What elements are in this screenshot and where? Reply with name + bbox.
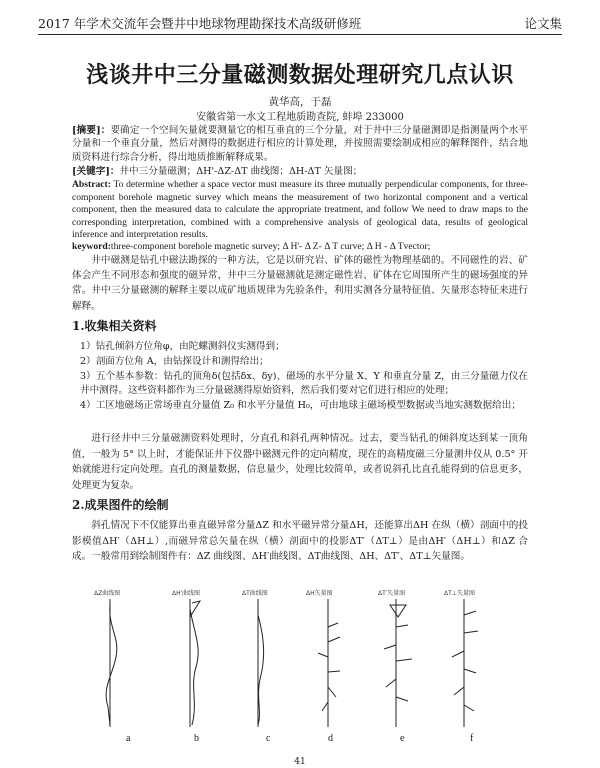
keywords-cn-text: 井中三分量磁测；ΔH'-ΔZ-ΔT 曲线图；ΔH-ΔT 矢量图； (119, 166, 363, 177)
panel-label-c: c (266, 733, 271, 744)
panel-label-a: a (126, 733, 131, 744)
dh-reference-triangle (190, 601, 200, 617)
abstract-en-label: Abstract: (72, 179, 111, 190)
paper-title: 浅谈井中三分量磁测数据处理研究几点认识 (86, 62, 514, 88)
abstract-cn (72, 124, 528, 164)
list-item: 3）五个基本参数：钻孔的顶角δ(包括δx、δy)、磁场的水平分量 X、Y 和垂直分量 Z，由三分量磁力仪在井中测得。这些资料都作为三分量磁测得原始资料，然后我们要对它们进行相应的处理； (80, 370, 528, 397)
list-item: 1）钻孔倾斜方位角φ，由陀螺测斜仪实测得到； (80, 341, 285, 352)
abstract-en (72, 179, 528, 242)
panel-title-e: ΔT′矢量图 (378, 590, 406, 597)
figure-drawing (72, 587, 528, 737)
abstract-en-text: To determine whether a space vector must measure its three mutually perpendicular components, for three-component borehole magnetic survey which means the measurement of two horizontal component and a vertical component, then the measured data to calculate the appropriate treatment, and follow We need to draw maps to the corresponding interpretation, combined with a comprehensive analysis of geological data, results of geological inference and interpretation results. (72, 179, 528, 241)
panel-title-d: ΔH矢量图 (306, 590, 333, 597)
panel-title-c: ΔT曲线图 (242, 590, 268, 597)
intro-paragraph: 井中磁测是钻孔中磁法勘探的一种方法，它是以研究岩、矿体的磁性为物理基础的。不同磁性的岩、矿体会产生不同形态和强度的磁异常，井中三分量磁测就是测定磁性岩、矿体在它周围所产生的磁场强度的异常。井中三分量磁测的解释主要以成矿地质规律为先验条件，利用实测各分量特征值、矢量形态特征来进行解释。 (72, 255, 528, 312)
dh-curve (190, 609, 198, 725)
running-header (38, 12, 562, 35)
proceedings-tag: 论文集 (524, 16, 562, 31)
abstract-cn-label: [摘要]： (72, 125, 111, 136)
affiliation: 安徽省第一水文工程地质勘查院, 蚌埠 233000 (196, 112, 404, 123)
panel-title-a: ΔZ曲线图 (94, 590, 121, 597)
dt-curve (258, 615, 264, 725)
abstract-cn-text: 要确定一个空间矢量就要测量它的相互垂直的三个分量，对于井中三分量磁测即是指测量两个水平分量和一个垂直分量，然后对测得的数据进行相应的计算处理，并按照需要绘制成相应的解释图件，结合地质资料进行综合分析，得出地质推断解释成果。 (72, 125, 528, 163)
conference-name: 2017 年学术交流年会暨井中地球物理勘探技术高级研修班 (38, 16, 362, 31)
figure-curves-vectors (72, 587, 528, 747)
panel-label-d: d (328, 733, 333, 744)
panel-label-f: f (470, 733, 474, 744)
keywords-cn-label: [关键字]： (72, 166, 120, 177)
list-item: 2）剖面方位角 A，由钻探设计和测得给出； (80, 355, 269, 367)
authors: 黄华高，于磊 (268, 96, 332, 108)
keywords-en-text: three-component borehole magnetic survey; Δ H'- Δ Z- Δ T curve; Δ H - Δ Tvector; (110, 241, 431, 252)
section-1-paragraph: 进行径井中三分量磁测资料处理时，分直孔和斜孔两种情况。过去，要当钻孔的倾斜度达到某一顶角值，一般为 5° 以上时，才能保证井下仪器中磁测元件的定向精度，现在的高精度磁三分量测井仪从 0.5° 开始就能进行定向处理。直孔的测量数据，信息量少，处理比较简单，或者说斜孔比直孔能得到的信息更多，处理更为复杂。 (72, 433, 528, 491)
panel-title-b: ΔH′曲线图 (172, 590, 200, 597)
section-1-heading: 1.收集相关资料 (72, 319, 157, 333)
panel-label-e: e (400, 733, 405, 744)
dz-curve (106, 605, 117, 725)
keywords-en-label: keyword: (72, 241, 111, 252)
keywords-en (72, 241, 528, 254)
dh-vectors (318, 623, 340, 711)
list-item: 4）工区地磁场正常场垂直分量值 Z₀ 和水平分量值 H₀，可由地球主磁场模型数据或当地实测数据给出； (80, 400, 521, 412)
section-1-list (72, 340, 528, 414)
panel-title-f: ΔT⊥矢量图 (444, 590, 475, 597)
section-2-paragraph: 斜孔情况下不仅能算出垂直磁异常分量ΔZ 和水平磁异常分量ΔH，还能算出ΔH 在纵（横）剖面中的投影模值ΔH′（ΔH⊥）,而磁异常总矢量在纵（横）剖面中的投影ΔT′（ΔT⊥）是由ΔH′（ΔH⊥）和ΔZ 合成。一般常用到绘制图件有：ΔZ 曲线图、ΔH′曲线图、ΔT曲线图、ΔH、ΔT′、ΔT⊥矢量图。 (72, 520, 528, 562)
page-number: 41 (294, 757, 306, 767)
panel-label-b: b (194, 733, 199, 744)
dt-prime-vectors (384, 625, 412, 701)
section-2-heading: 2.成果图件的绘制 (72, 498, 169, 512)
keywords-cn (72, 165, 528, 178)
dt-prime-triangle (390, 605, 406, 617)
dt-perp-vectors (452, 611, 478, 711)
